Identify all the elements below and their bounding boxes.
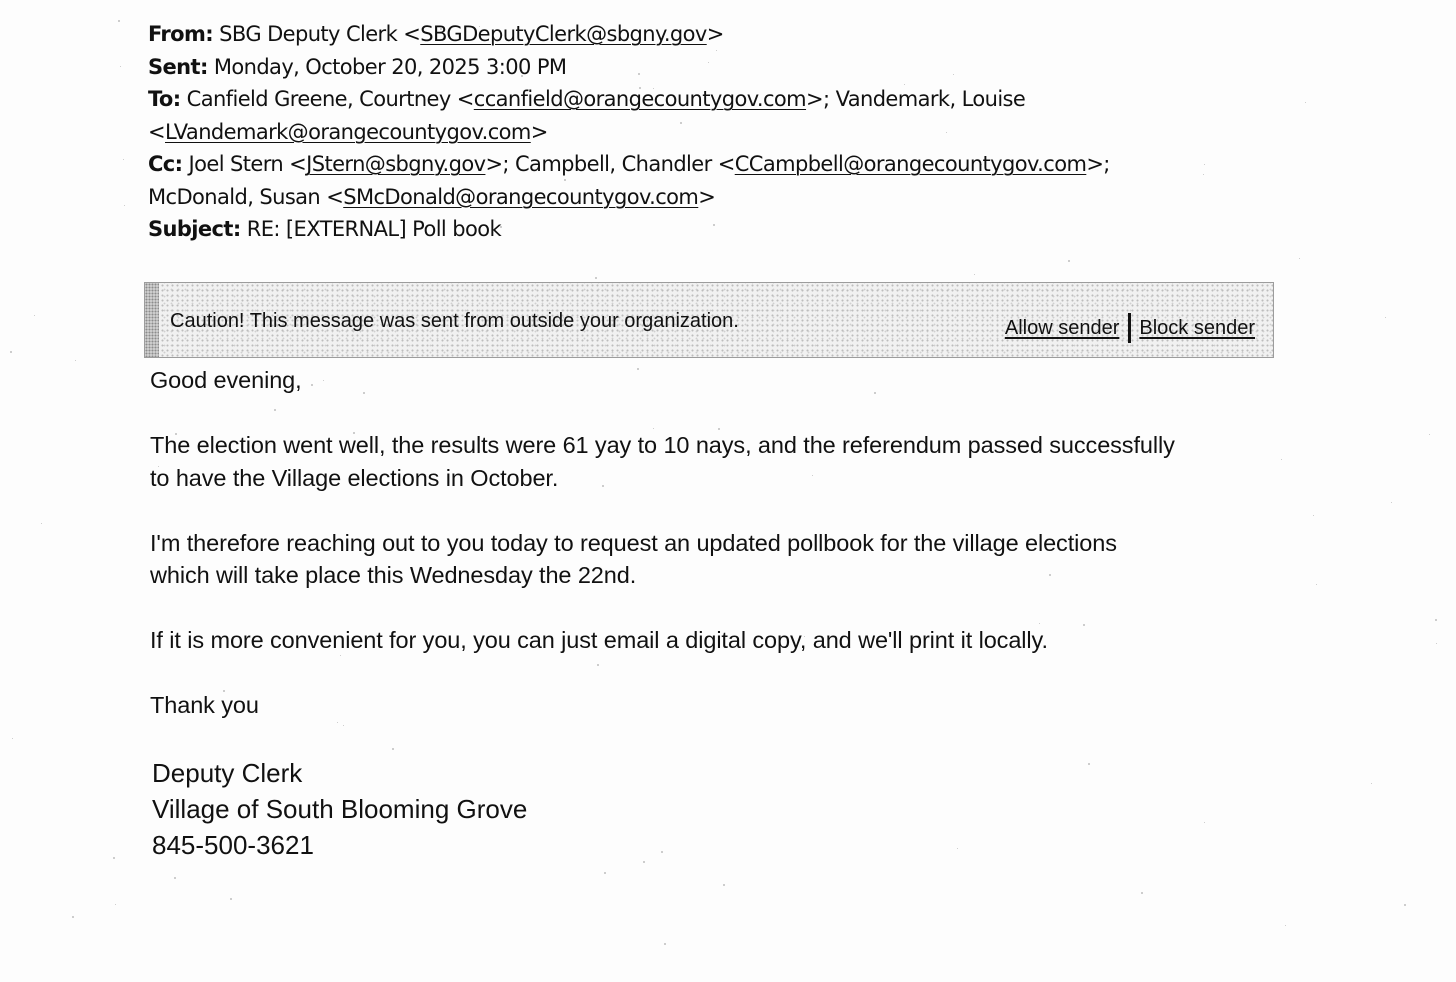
caution-message: Caution! This message was sent from outside your organization.: [170, 310, 739, 332]
scan-speckle: [595, 277, 597, 279]
scan-speckle: [113, 857, 115, 859]
scan-speckle: [343, 725, 344, 726]
to-label: To:: [148, 87, 181, 111]
scan-speckle: [337, 722, 338, 723]
scan-speckle: [1141, 892, 1143, 894]
cc-email-link-2[interactable]: CCampbell@orangecountygov.com: [734, 152, 1087, 176]
paragraph-1-line-2: to have the Village elections in October.: [150, 464, 559, 491]
block-sender-link[interactable]: Block sender: [1139, 316, 1255, 339]
scan-speckle: [1385, 317, 1386, 318]
email-header: [148, 18, 1268, 246]
scan-speckle: [120, 66, 121, 67]
allow-sender-link[interactable]: Allow sender: [1004, 316, 1120, 339]
scan-speckle: [1391, 502, 1392, 503]
scan-speckle: [1305, 102, 1306, 103]
scan-speckle: [12, 738, 13, 739]
sent-value: Monday, October 20, 2025 3:00 PM: [213, 54, 567, 79]
scan-speckle: [123, 159, 124, 160]
scan-speckle: [1285, 925, 1286, 926]
cc-email-link-3[interactable]: SMcDonald@orangecountygov.com: [343, 184, 699, 209]
scan-speckle: [604, 872, 606, 874]
from-close: >: [706, 22, 724, 46]
cc-separator-1: >; Campbell, Chandler <: [485, 152, 735, 176]
scan-speckle: [10, 351, 12, 353]
cc-line-continued: [148, 181, 1268, 214]
cc-name-1: Joel Stern <: [188, 152, 307, 176]
scan-speckle: [957, 848, 958, 849]
scan-speckle: [1371, 783, 1372, 784]
scan-speckle: [1436, 643, 1437, 644]
cc-email-link-1[interactable]: JStern@sbgny.gov: [306, 152, 486, 176]
signature-title: Deputy Clerk: [152, 758, 303, 788]
to-separator-1: >; Vandemark, Louise: [806, 87, 1026, 111]
to-line-continued: [148, 116, 1268, 149]
scan-speckle: [124, 205, 125, 206]
scan-speckle: [115, 904, 116, 905]
signature-block: [152, 755, 527, 863]
banner-actions: [1005, 313, 1255, 343]
scan-speckle: [1429, 434, 1430, 435]
scan-speckle: [1088, 763, 1090, 765]
action-divider: [1128, 313, 1131, 343]
scan-speckle: [1435, 619, 1437, 621]
closing: Thank you: [150, 692, 259, 718]
scan-speckle: [643, 861, 645, 863]
scan-speckle: [1404, 904, 1406, 906]
greeting: Good evening,: [150, 367, 302, 393]
cc-separator-2: >;: [1086, 152, 1110, 176]
from-line: [148, 18, 1268, 51]
scan-speckle: [664, 943, 666, 945]
paragraph-2-line-2: which will take place this Wednesday the 22nd.: [150, 562, 637, 588]
cc-line: [148, 148, 1268, 181]
scan-speckle: [1299, 258, 1300, 259]
to-open-2: <: [148, 119, 165, 144]
scan-speckle: [661, 851, 663, 853]
paragraph-gap: [150, 592, 1290, 625]
paragraph-gap: [150, 494, 1290, 527]
scan-speckle: [392, 748, 394, 750]
email-body: [150, 364, 1290, 722]
paragraph-1-line-1: The election went well, the results were 61 yay to 10 nays, and the referendum passed successfully: [150, 432, 1175, 458]
scan-speckle: [974, 274, 975, 275]
scan-speckle: [1204, 822, 1205, 823]
to-email-link-1[interactable]: ccanfield@orangecountygov.com: [473, 87, 807, 111]
signature-organization: Village of South Blooming Grove: [152, 794, 528, 824]
subject-value: RE: [EXTERNAL] Poll book: [246, 217, 502, 241]
to-close-2: >: [530, 119, 548, 144]
from-name: SBG Deputy Clerk <: [219, 22, 421, 46]
scan-speckle: [34, 315, 35, 316]
scan-speckle: [1313, 515, 1314, 516]
paragraph-gap: [150, 397, 1290, 430]
sent-label: Sent:: [148, 54, 208, 79]
scan-speckle: [174, 877, 176, 879]
paragraph-gap: [150, 657, 1290, 690]
cc-close-3: >: [698, 184, 716, 209]
external-sender-banner: [144, 282, 1274, 358]
scan-speckle: [1316, 584, 1317, 585]
subject-label: Subject:: [148, 217, 241, 241]
subject-line: [148, 213, 1268, 246]
to-email-link-2[interactable]: LVandemark@orangecountygov.com: [165, 119, 531, 144]
scan-speckle: [723, 884, 725, 886]
scan-speckle: [75, 360, 76, 361]
sent-line: [148, 51, 1268, 84]
scan-speckle: [230, 898, 232, 900]
to-line: [148, 83, 1268, 116]
paragraph-3: If it is more convenient for you, you can just email a digital copy, and we'll print it locally.: [150, 627, 1048, 653]
to-name-1: Canfield Greene, Courtney <: [186, 87, 474, 111]
signature-phone: 845-500-3621: [152, 830, 314, 860]
scan-speckle: [118, 20, 120, 22]
banner-accent-bar: [145, 283, 159, 357]
scan-speckle: [41, 523, 42, 524]
from-label: From:: [148, 22, 214, 46]
cc-label: Cc:: [148, 152, 183, 176]
from-email-link[interactable]: SBGDeputyClerk@sbgny.gov: [420, 22, 707, 46]
paragraph-2-line-1: I'm therefore reaching out to you today to request an updated pollbook for the village elections: [150, 529, 1117, 556]
cc-name-3: McDonald, Susan <: [148, 184, 344, 209]
scan-speckle: [72, 916, 74, 918]
scan-speckle: [1068, 260, 1070, 262]
